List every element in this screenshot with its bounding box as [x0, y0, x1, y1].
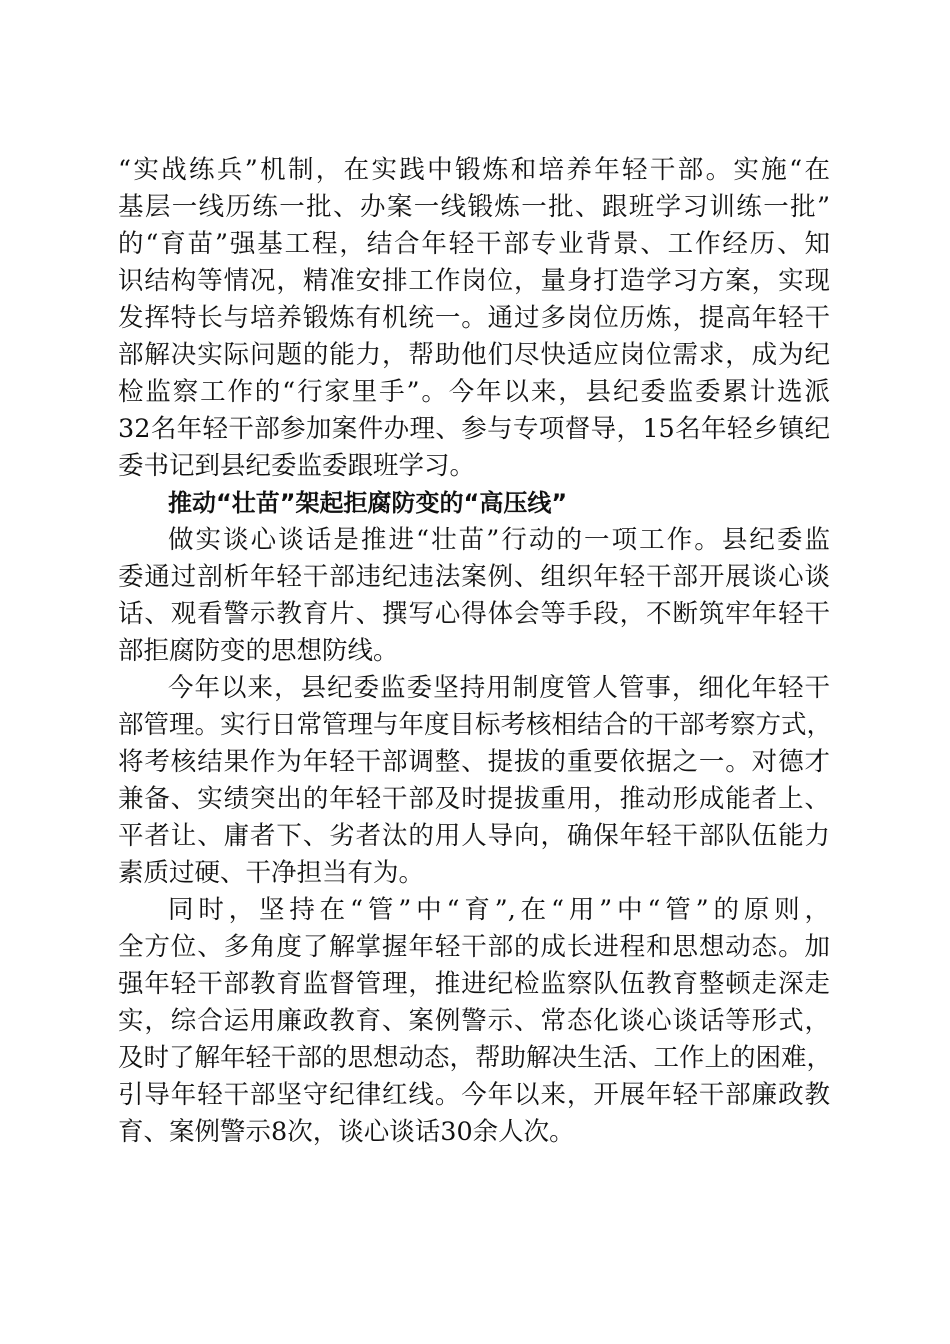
text-line: 素质过硬、干净担当有为。 — [118, 858, 425, 888]
text-line: 委通过剖析年轻干部违纪违法案例、组织年轻干部开展谈心谈 — [118, 562, 830, 592]
text-line: 育、案例警示8次，谈心谈话30余人次。 — [118, 1117, 575, 1147]
text-line: 及时了解年轻干部的思想动态，帮助解决生活、工作上的困难， — [118, 1043, 833, 1073]
text-line: 强年轻干部教育监督管理，推进纪检监察队伍教育整顿走深走 — [118, 969, 830, 999]
text-line: 部解决实际问题的能力，帮助他们尽快适应岗位需求，成为纪 — [118, 340, 830, 370]
text-line: 32名年轻干部参加案件办理、参与专项督导，15名年轻乡镇纪 — [118, 414, 830, 444]
text-line: 全方位、多角度了解掌握年轻干部的成长进程和思想动态。加 — [118, 932, 830, 962]
text-line: 今年以来，县纪委监委坚持用制度管人管事，细化年轻干 — [168, 673, 830, 703]
text-line: 的“育苗”强基工程，结合年轻干部专业背景、工作经历、知 — [118, 229, 830, 259]
text-line: 检监察工作的“行家里手”。今年以来，县纪委监委累计选派 — [118, 377, 830, 407]
text-line: 发挥特长与培养锻炼有机统一。通过多岗位历炼，提高年轻干 — [118, 303, 830, 333]
text-line: 实，综合运用廉政教育、案例警示、常态化谈心谈话等形式， — [118, 1006, 830, 1036]
paragraph-management — [118, 670, 833, 892]
text-line: 平者让、庸者下、劣者汰的用人导向，确保年轻干部队伍能力 — [118, 821, 830, 851]
text-line: 引导年轻干部坚守纪律红线。今年以来，开展年轻干部廉政教 — [118, 1080, 830, 1110]
paragraph-talks — [118, 522, 830, 670]
text-line: 将考核结果作为年轻干部调整、提拔的重要依据之一。对德才 — [118, 747, 830, 777]
section-heading: 推动“壮苗”架起拒腐防变的“高压线” — [168, 489, 568, 517]
text-line: “实战练兵”机制，在实践中锻炼和培养年轻干部。实施“在 — [118, 155, 830, 185]
text-line: 部管理。实行日常管理与年度目标考核相结合的干部考察方式， — [118, 710, 833, 740]
document-body — [118, 152, 833, 1151]
text-line: 基层一线历练一批、办案一线锻炼一批、跟班学习训练一批” — [118, 192, 830, 222]
text-line: 兼备、实绩突出的年轻干部及时提拔重用，推动形成能者上、 — [118, 784, 830, 814]
text-line: 识结构等情况，精准安排工作岗位，量身打造学习方案，实现 — [118, 266, 830, 296]
paragraph-yumiao — [118, 152, 830, 485]
text-line: 同时，坚持在“管”中“育”,在“用”中“管”的原则， — [168, 895, 830, 925]
text-line: 话、观看警示教育片、撰写心得体会等手段，不断筑牢年轻干 — [118, 599, 830, 629]
paragraph-supervision — [118, 892, 833, 1151]
text-line: 部拒腐防变的思想防线。 — [118, 636, 399, 666]
text-line: 委书记到县纪委监委跟班学习。 — [118, 451, 476, 481]
text-line: 做实谈心谈话是推进“壮苗”行动的一项工作。县纪委监 — [168, 525, 830, 555]
